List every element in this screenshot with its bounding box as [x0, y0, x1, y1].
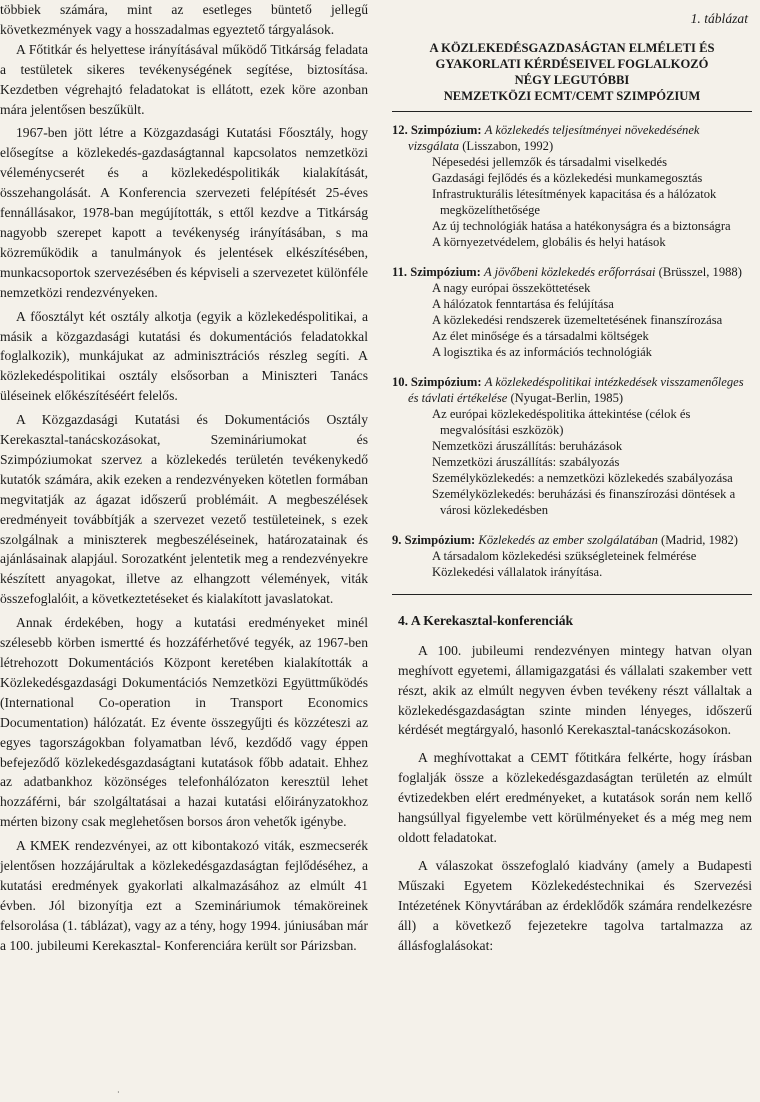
paragraph: A KMEK rendezvényei, az ott kibontakozó viták, eszmecserék jelentősen hozzájárultak a közlekedésgazdaságtan fejlődéséhez, a kutatási eredmények gyakorlati alkalmazásához az elmúlt 41 évben. Jól bizonyítja ezt a Szemináriumok témaköreinek felsorolása (1. táblázat), vagy az a tény, hogy 1994. júniusában már a 100. jubileumi Kerekasztal- Konferenciára került sor Párizsban. [0, 838, 368, 953]
section-text [392, 641, 752, 956]
symposium-item: Gazdasági fejlődés és a közlekedési munkamegosztás [432, 170, 703, 185]
left-column [0, 0, 368, 956]
symposium-block [392, 264, 752, 360]
symposium-block [392, 374, 752, 518]
symposium-item: Személyközlekedés: a nemzetközi közlekedés szabályozása [432, 470, 733, 485]
paragraph: többiek számára, mint az esetleges büntető jellegű következmények vagy a hosszadalmas egyeztető tárgyalások. [0, 2, 368, 37]
paragraph: 1967-ben jött létre a Közgazdasági Kutatási Főosztály, hogy elősegítse a közlekedés-gazdaságtannal kapcsolatos nemzetközi véleménycserét és a közlekedéspolitikák kialakítását, összehangolását. A Konferencia szervezeti felépítését 25-éves fennállásakor, 1978-ban megújították, s ettől kezdve a Titkárság nagyobb szerepet kapott a tevékenység irányításában, s ma közreműködik a tanulmányok és jelentések elkészítésében, munkacsoportok szervezésében és képviseli a szervezetet különféle nemzetközi rendezvényeken. [0, 125, 368, 300]
section-heading: 4. A Kerekasztal-konferenciák [398, 612, 574, 628]
table-title-line: GYAKORLATI KÉRDÉSEIVEL FOGLALKOZÓ [435, 56, 709, 71]
symposium-title: A jövőbeni közlekedés erőforrásai [484, 264, 656, 279]
symposium-title: A közlekedés teljesítményei növekedésének vizsgálata [408, 122, 700, 153]
paragraph: A főosztályt két osztály alkotja (egyik a közlekedéspolitikai, a másik a közgazdasági kutatási és dokumentációs feladatokkal foglalkozik), munkájukat az adminisztrációs részleg segíti. A közlekedéspolitikai osztály elsősorban a Miniszteri Tanács üléseinek előkészítéséért felelős. [0, 308, 368, 404]
symposium-item: Közlekedési vállalatok irányítása. [432, 564, 603, 579]
symposium-item: Az élet minősége és a társadalmi költségek [432, 328, 649, 343]
symposium-number: 9. Szimpózium: [392, 532, 476, 547]
symposium-place: (Madrid, 1982) [661, 532, 738, 547]
table-title [392, 40, 752, 104]
symposium-item: A logisztika és az információs technológiák [432, 344, 652, 359]
symposium-item: Személyközlekedés: beruházási és finanszírozási döntések a városi közlekedésben [432, 486, 736, 517]
symposium-block [392, 122, 752, 250]
symposium-item: A társadalom közlekedési szükségleteinek felmérése [432, 548, 697, 563]
symposium-number: 10. Szimpózium: [392, 374, 482, 389]
paragraph: A Közgazdasági Kutatási és Dokumentációs Osztály Kerekasztal-tanácskozásokat, Szemináriumokat és Szimpóziumokat szervez a közlekedés területén tevékenykedő kutatók számára, akik ezeken a rendezvényeken kötetlen formában megvitatják az ágazat időszerű problémáit. A megbeszélések eredményeit továbbítják a szervezet vezető testületeinek, s ezek szolgálnak a miniszterek megbeszéléseinek, határozatainak és ajánlásainak alapjául. Sorozatként jelentetik meg a rendezvényekre készített anyagokat, illetve az elhangzott vélemények, viták összefoglalóit, a következtetéseket és kialakított javaslatokat. [0, 412, 368, 607]
paragraph: Annak érdekében, hogy a kutatási eredményeket minél szélesebb körben ismertté és hozzáférhetővé tegyék, az 1967-ben létrehozott Dokumentációs Központ keretében kialakították a Közlekedésgazdasági Dokumentációs Nemzetközi Együttműködés (International Co-operation in Transport Economics Documentation) hálózatát. Ez évente összegyűjti és közzéteszi az egyes tagországokban folyamatban lévő, kezdődő vagy éppen befejeződő közlekedésgazdaságtani kutatások főbb adatait. Ehhez az adatbankhoz közönséges telefonhálózaton keresztül lehet hozzáférni, bár szolgáltatásai a hazai kutatási előirányzatokhoz mérten bizony csak meglehetősen borsos áron vehetők igénybe. [0, 615, 368, 830]
table-title-line: NÉGY LEGUTÓBBI [514, 72, 630, 87]
table-bottom-rule [392, 594, 752, 595]
symposium-item: A hálózatok fenntartása és felújítása [432, 296, 614, 311]
symposium-item: Nemzetközi áruszállítás: szabályozás [432, 454, 620, 469]
scan-speck: · [117, 1088, 120, 1097]
symposium-place: (Nyugat-Berlin, 1985) [510, 390, 624, 405]
symposium-title: A közlekedéspolitikai intézkedések visszamenőleges és távlati értékelése [408, 374, 744, 405]
right-column [392, 0, 752, 955]
symposium-item: Nemzetközi áruszállítás: beruházások [432, 438, 623, 453]
symposium-place: (Brüsszel, 1988) [658, 264, 742, 279]
paragraph: A Főtitkár és helyettese irányításával működő Titkárság feladata a testületek sikeres tevékenységének segítése, biztosítása. Kezdetben végrehajtó feladatokat is ellátott, ezek köre azonban mára jelentősen beszűkült. [0, 41, 368, 117]
paragraph: A 100. jubileumi rendezvényen mintegy hatvan olyan meghívott egyetemi, államigazgatási és vállalati szakember vett részt, akik az elmúlt negyven évben tevékeny részt vállaltak a közlekedésgazdaságtan szinte minden lényeges, időszerű kérdését megtárgyaló, hasonló Kerekasztal-tanácskozásokon. [398, 642, 752, 738]
symposium-item: Az új technológiák hatása a hatékonyságra és a biztonságra [432, 218, 731, 233]
table-title-line: NEMZETKÖZI ECMT/CEMT SZIMPÓZIUM [443, 88, 701, 103]
table-label: 1. táblázat [690, 11, 748, 26]
symposium-title: Közlekedés az ember szolgálatában [478, 532, 658, 547]
symposium-item: A közlekedési rendszerek üzemeltetésének finanszírozása [432, 312, 723, 327]
table-top-rule [392, 111, 752, 112]
table-title-line: A KÖZLEKEDÉSGAZDASÁGTAN ELMÉLETI ÉS [429, 40, 715, 55]
symposium-item: Az európai közlekedéspolitika áttekintése (célok és megvalósítási eszközök) [432, 406, 691, 437]
symposium-place: (Lisszabon, 1992) [462, 138, 554, 153]
symposium-block [392, 532, 752, 580]
symposium-number: 11. Szimpózium: [392, 264, 481, 279]
paragraph: A meghívottakat a CEMT főtitkára felkérte, hogy írásban foglalják össze a közlekedésgazdaságtan területén az elmúlt évtizedekben elért eredményeket, a kutatások során nem kellő hangsúllyal figyelembe vett körülményeket és a még meg nem oldott feladatokat. [398, 750, 752, 845]
paragraph: A válaszokat összefoglaló kiadvány (amely a Budapesti Műszaki Egyetem Közlekedéstechnikai és Szervezési Intézetének Könyvtárában az érdeklődők számára rendelkezésre áll) a következő fejezetekre tagolva tartalmazza az állásfoglalásokat: [398, 857, 752, 953]
symposium-item: Népesedési jellemzők és társadalmi viselkedés [432, 154, 668, 169]
symposium-number: 12. Szimpózium: [392, 122, 482, 137]
symposium-item: A környezetvédelem, globális és helyi hatások [432, 234, 666, 249]
symposium-item: A nagy európai összeköttetések [432, 280, 591, 295]
symposium-item: Infrastrukturális létesítmények kapacitása és a hálózatok megközelíthetősége [432, 186, 717, 217]
